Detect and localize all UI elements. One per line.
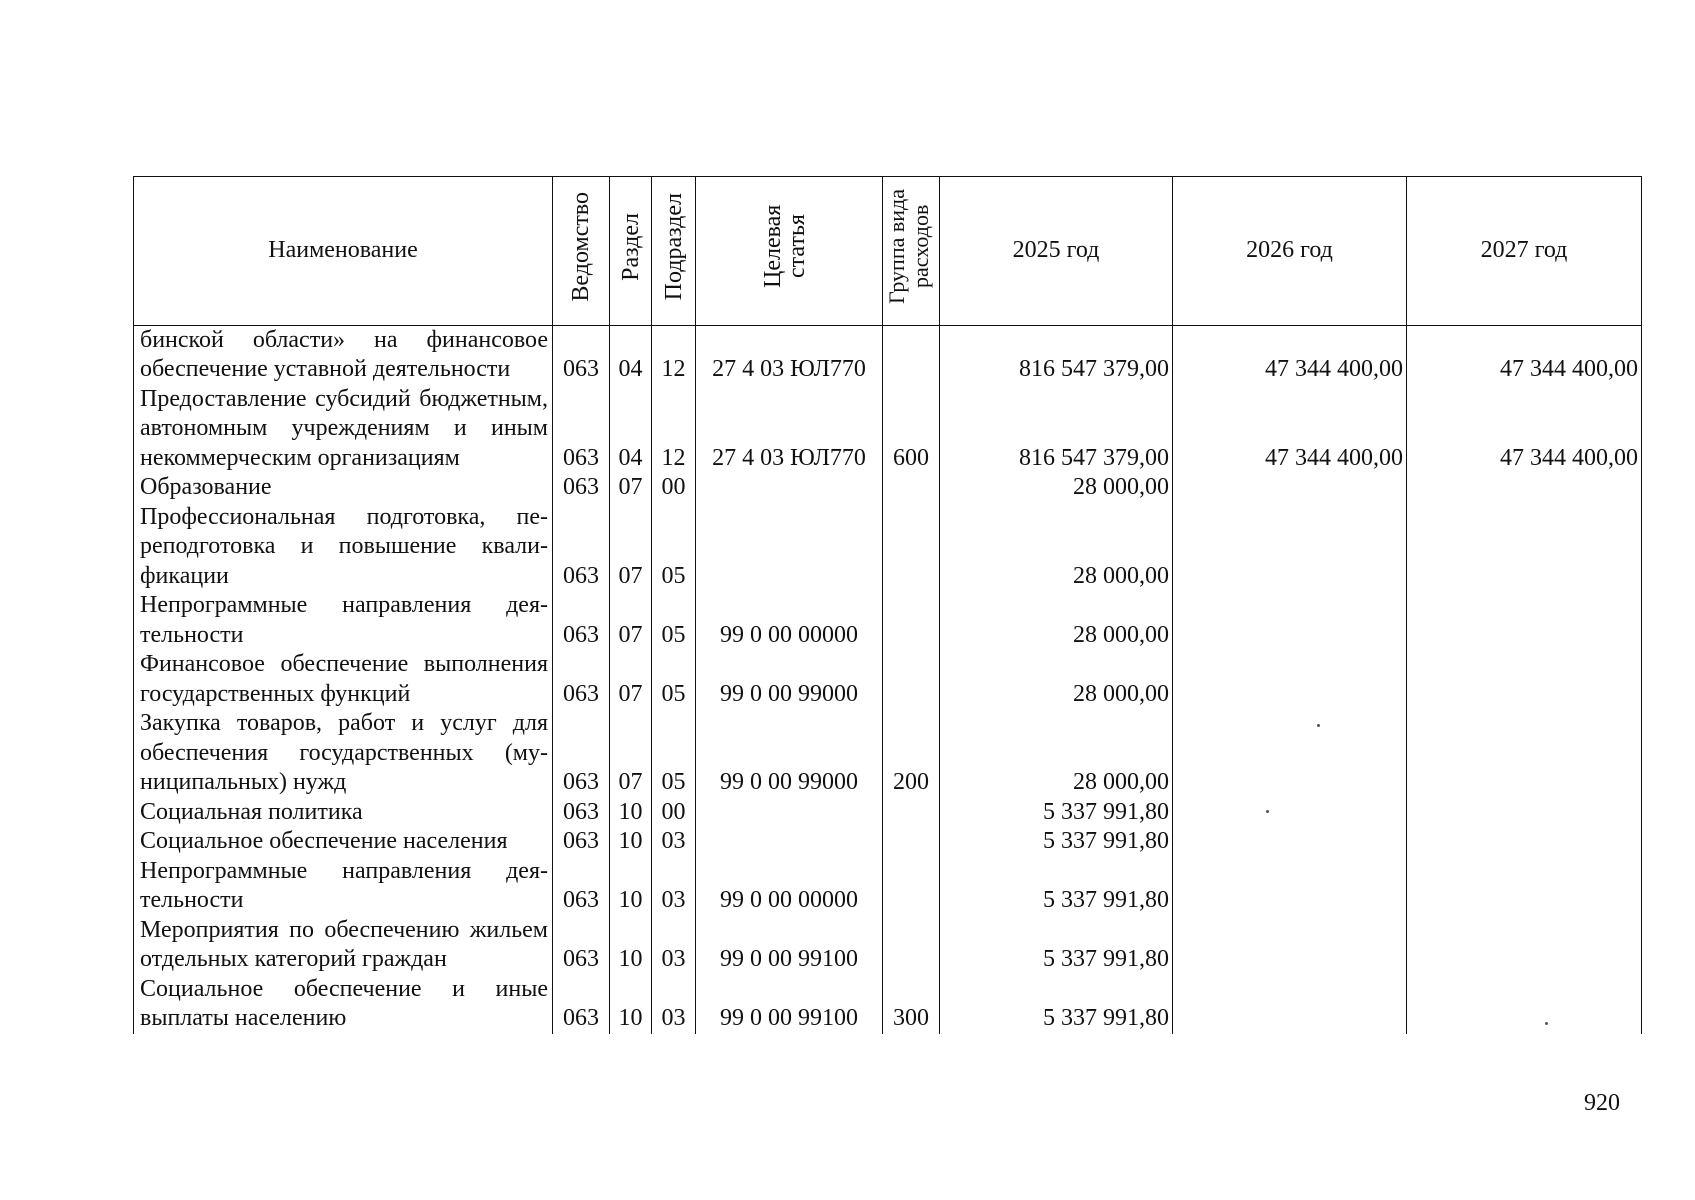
- cell-name: Социальное обеспечение и иные выплаты населению: [134, 975, 553, 1034]
- table-row: [134, 857, 1642, 916]
- table-row: [134, 385, 1642, 474]
- cell-target: [696, 473, 883, 503]
- table-body: [134, 325, 1642, 1034]
- cell-name: Финансовое обеспечение выполнения государственных функций: [134, 650, 553, 709]
- cell-y2025: 816 547 379,00: [940, 325, 1173, 385]
- cell-group: [883, 857, 940, 916]
- cell-section: 10: [610, 798, 652, 828]
- cell-dept: 063: [553, 827, 610, 857]
- cell-name: Непрограммные направления деятельности: [134, 591, 553, 650]
- table-row: [134, 798, 1642, 828]
- header-2026: 2026 год: [1173, 177, 1407, 326]
- cell-section: 04: [610, 325, 652, 385]
- cell-name: Закупка товаров, работ и услуг для обеспечения государственных (муниципальных) нужд: [134, 709, 553, 798]
- cell-dept: 063: [553, 916, 610, 975]
- cell-dept: 063: [553, 473, 610, 503]
- header-name: Наименование: [134, 177, 553, 326]
- cell-subsection: 05: [652, 503, 696, 592]
- cell-target: 99 0 00 99000: [696, 650, 883, 709]
- cell-y2027: [1407, 650, 1642, 709]
- cell-y2025: 816 547 379,00: [940, 385, 1173, 474]
- cell-target: 99 0 00 99000: [696, 709, 883, 798]
- table-row: [134, 709, 1642, 798]
- table-row: [134, 975, 1642, 1034]
- table-row: [134, 916, 1642, 975]
- cell-target: [696, 798, 883, 828]
- cell-subsection: 05: [652, 709, 696, 798]
- cell-target: 27 4 03 ЮЛ770: [696, 385, 883, 474]
- cell-y2026: [1173, 650, 1407, 709]
- cell-y2027: [1407, 975, 1642, 1034]
- cell-y2025: 28 000,00: [940, 503, 1173, 592]
- cell-y2026: [1173, 503, 1407, 592]
- cell-y2027: [1407, 473, 1642, 503]
- header-2027: 2027 год: [1407, 177, 1642, 326]
- cell-group: [883, 650, 940, 709]
- cell-y2025: 28 000,00: [940, 709, 1173, 798]
- cell-name: бинской области» на финансовое обеспечение уставной деятельности: [134, 325, 553, 385]
- cell-dept: 063: [553, 798, 610, 828]
- header-subsection: Подраздел: [652, 177, 696, 326]
- cell-dept: 063: [553, 709, 610, 798]
- header-group: Группа вида расходов: [883, 177, 940, 326]
- cell-section: 10: [610, 857, 652, 916]
- cell-group: [883, 827, 940, 857]
- cell-y2026: [1173, 798, 1407, 828]
- cell-name: Социальное обеспечение населения: [134, 827, 553, 857]
- table-row: [134, 325, 1642, 385]
- cell-y2026: 47 344 400,00: [1173, 325, 1407, 385]
- cell-y2027: [1407, 857, 1642, 916]
- cell-y2025: 5 337 991,80: [940, 857, 1173, 916]
- cell-name: Образование: [134, 473, 553, 503]
- cell-subsection: 03: [652, 857, 696, 916]
- table-row: [134, 503, 1642, 592]
- cell-y2027: [1407, 503, 1642, 592]
- cell-y2026: [1173, 473, 1407, 503]
- cell-subsection: 05: [652, 650, 696, 709]
- cell-y2025: 5 337 991,80: [940, 798, 1173, 828]
- cell-dept: 063: [553, 650, 610, 709]
- table-row: [134, 591, 1642, 650]
- cell-section: 07: [610, 650, 652, 709]
- cell-group: [883, 325, 940, 385]
- cell-y2025: 5 337 991,80: [940, 916, 1173, 975]
- cell-dept: 063: [553, 385, 610, 474]
- cell-target: 99 0 00 99100: [696, 975, 883, 1034]
- cell-target: [696, 827, 883, 857]
- cell-group: [883, 916, 940, 975]
- cell-dept: 063: [553, 503, 610, 592]
- cell-y2027: [1407, 916, 1642, 975]
- cell-subsection: 03: [652, 827, 696, 857]
- cell-y2025: 28 000,00: [940, 591, 1173, 650]
- cell-target: [696, 503, 883, 592]
- cell-y2027: [1407, 798, 1642, 828]
- cell-y2026: 47 344 400,00: [1173, 385, 1407, 474]
- cell-y2026: [1173, 827, 1407, 857]
- cell-subsection: 00: [652, 798, 696, 828]
- cell-dept: 063: [553, 857, 610, 916]
- cell-subsection: 00: [652, 473, 696, 503]
- table-row: [134, 650, 1642, 709]
- cell-target: 99 0 00 99100: [696, 916, 883, 975]
- cell-dept: 063: [553, 591, 610, 650]
- cell-section: 10: [610, 827, 652, 857]
- cell-y2025: 28 000,00: [940, 650, 1173, 709]
- cell-subsection: 03: [652, 916, 696, 975]
- cell-dept: 063: [553, 325, 610, 385]
- cell-subsection: 12: [652, 325, 696, 385]
- cell-section: 04: [610, 385, 652, 474]
- cell-dept: 063: [553, 975, 610, 1034]
- budget-table: [133, 176, 1642, 1034]
- cell-section: 07: [610, 709, 652, 798]
- cell-y2026: [1173, 975, 1407, 1034]
- table-row: [134, 473, 1642, 503]
- cell-y2027: [1407, 709, 1642, 798]
- cell-group: [883, 798, 940, 828]
- header-2025: 2025 год: [940, 177, 1173, 326]
- cell-y2027: 47 344 400,00: [1407, 385, 1642, 474]
- cell-target: 27 4 03 ЮЛ770: [696, 325, 883, 385]
- cell-group: 300: [883, 975, 940, 1034]
- cell-group: [883, 503, 940, 592]
- cell-y2027: [1407, 827, 1642, 857]
- cell-target: 99 0 00 00000: [696, 857, 883, 916]
- cell-y2027: [1407, 591, 1642, 650]
- cell-name: Профессиональная подготовка, переподготовка и повышение квалификации: [134, 503, 553, 592]
- cell-subsection: 12: [652, 385, 696, 474]
- scan-speck: [1317, 724, 1320, 727]
- cell-group: [883, 591, 940, 650]
- cell-subsection: 05: [652, 591, 696, 650]
- cell-section: 07: [610, 473, 652, 503]
- cell-name: Мероприятия по обеспечению жильем отдельных категорий граждан: [134, 916, 553, 975]
- cell-name: Непрограммные направления деятельности: [134, 857, 553, 916]
- cell-y2027: 47 344 400,00: [1407, 325, 1642, 385]
- cell-y2025: 5 337 991,80: [940, 827, 1173, 857]
- scan-speck: [1545, 1022, 1548, 1025]
- header-dept: Ведомство: [553, 177, 610, 326]
- cell-section: 10: [610, 975, 652, 1034]
- cell-y2026: [1173, 709, 1407, 798]
- cell-y2026: [1173, 916, 1407, 975]
- cell-group: 200: [883, 709, 940, 798]
- scan-speck: [1266, 810, 1269, 813]
- cell-group: [883, 473, 940, 503]
- header-row: [134, 177, 1642, 326]
- cell-y2026: [1173, 591, 1407, 650]
- cell-name: Социальная политика: [134, 798, 553, 828]
- cell-section: 07: [610, 591, 652, 650]
- cell-y2025: 28 000,00: [940, 473, 1173, 503]
- cell-group: 600: [883, 385, 940, 474]
- cell-y2026: [1173, 857, 1407, 916]
- header-section: Раздел: [610, 177, 652, 326]
- cell-name: Предоставление субсидий бюджетным, автономным учреждениям и иным некоммерческим организациям: [134, 385, 553, 474]
- cell-y2025: 5 337 991,80: [940, 975, 1173, 1034]
- header-target: Целевая статья: [696, 177, 883, 326]
- cell-target: 99 0 00 00000: [696, 591, 883, 650]
- page-number: 920: [1584, 1090, 1620, 1116]
- cell-section: 07: [610, 503, 652, 592]
- cell-subsection: 03: [652, 975, 696, 1034]
- table-row: [134, 827, 1642, 857]
- cell-section: 10: [610, 916, 652, 975]
